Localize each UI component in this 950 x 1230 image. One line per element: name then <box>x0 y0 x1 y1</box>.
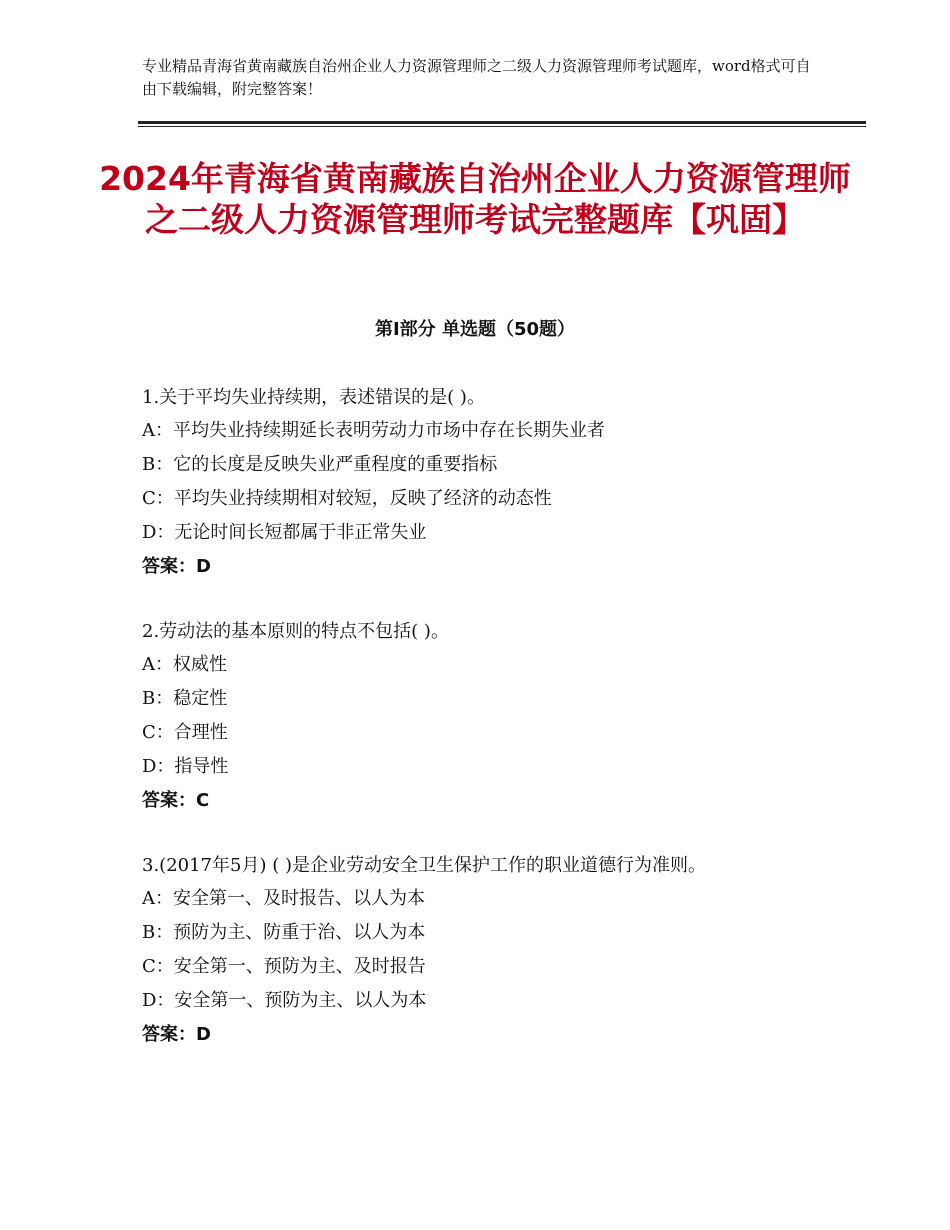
header-note: 专业精品青海省黄南藏族自治州企业人力资源管理师之二级人力资源管理师考试题库，word格式可自由下载编辑，附完整答案！ <box>142 57 811 98</box>
option-d: D：安全第一、预防为主、以人为本 <box>142 990 427 1011</box>
answer: 答案：D <box>142 556 211 577</box>
option-b: B：稳定性 <box>142 688 228 709</box>
question-stem: 2.劳动法的基本原则的特点不包括( )。 <box>142 621 449 642</box>
option-a: A：安全第一、及时报告、以人为本 <box>142 888 425 909</box>
option-c: C：合理性 <box>142 722 228 743</box>
option-d: D：指导性 <box>142 756 229 777</box>
question-stem: 1.关于平均失业持续期，表述错误的是( )。 <box>142 387 485 408</box>
question-stem: 3.(2017年5月) ( )是企业劳动安全卫生保护工作的职业道德行为准则。 <box>142 855 706 876</box>
option-c: C：平均失业持续期相对较短，反映了经济的动态性 <box>142 488 552 509</box>
option-a: A：权威性 <box>142 654 227 675</box>
header-rule-thick <box>138 121 866 124</box>
option-b: B：预防为主、防重于治、以人为本 <box>142 922 426 943</box>
option-b: B：它的长度是反映失业严重程度的重要指标 <box>142 454 498 475</box>
document-title: 2024年青海省黄南藏族自治州企业人力资源管理师之二级人力资源管理师考试完整题库【巩固】 <box>99 159 851 239</box>
option-d: D：无论时间长短都属于非正常失业 <box>142 522 427 543</box>
question-2 <box>142 616 822 818</box>
header-rule-thin <box>138 126 866 127</box>
answer: 答案：C <box>142 790 210 811</box>
question-list <box>142 382 822 1084</box>
answer: 答案：D <box>142 1024 211 1045</box>
option-c: C：安全第一、预防为主、及时报告 <box>142 956 426 977</box>
question-3 <box>142 850 822 1052</box>
question-1 <box>142 382 822 584</box>
section-title: 第Ⅰ部分 单选题（50题） <box>374 319 575 340</box>
option-a: A：平均失业持续期延长表明劳动力市场中存在长期失业者 <box>142 420 605 441</box>
